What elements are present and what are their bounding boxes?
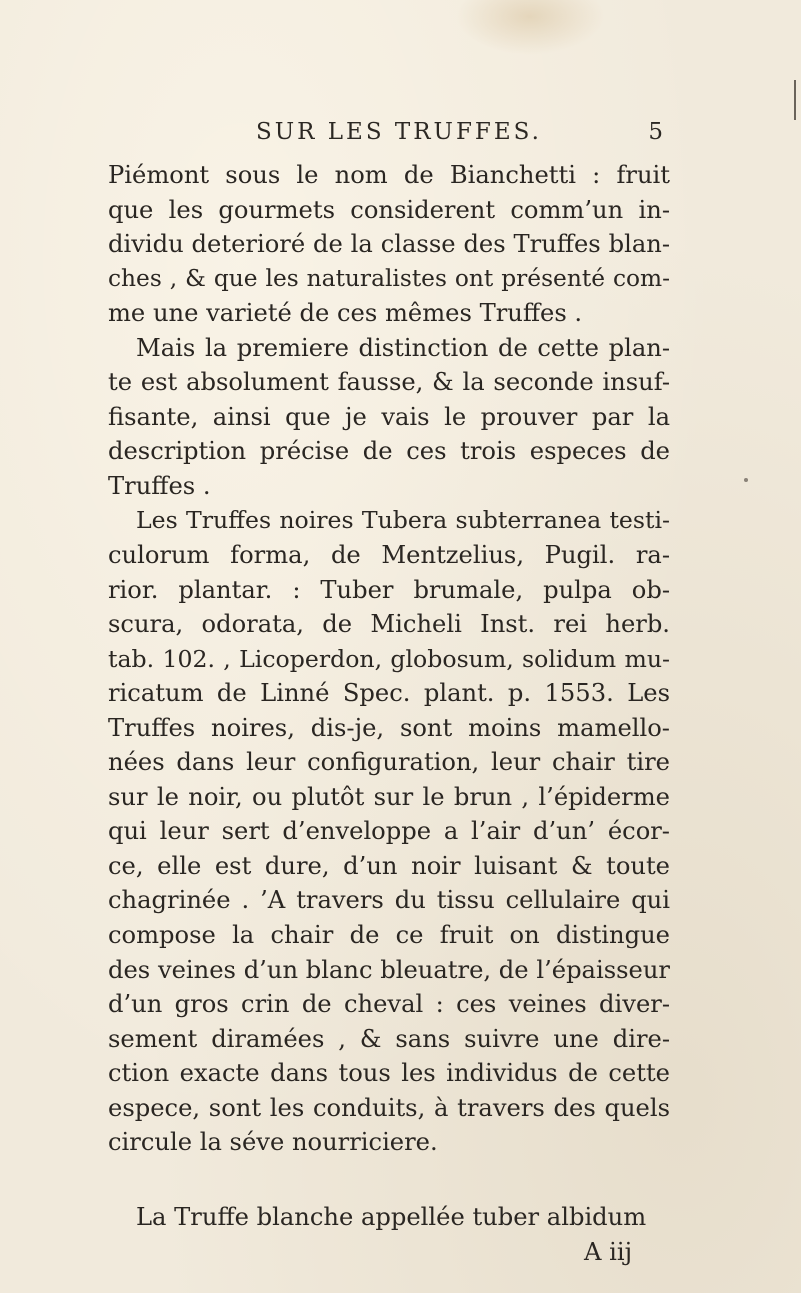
catch-line: La Truffe blanche appellée tuber albidum [136, 1203, 647, 1231]
text-line: tab. 102. , Licoperdon, globosum, solidum mu- [108, 644, 670, 673]
body-text [108, 158, 670, 1160]
text-line: sement diramées , & sans suivre une dire- [108, 1024, 670, 1053]
text-line: description précise de ces trois especes de [108, 437, 670, 466]
text-line: des veines d’un blanc bleuatre, de l’épaisseur [108, 955, 670, 984]
running-title: SUR LES TRUFFES. [256, 119, 542, 145]
page-footer [108, 1203, 670, 1273]
text-line: fisante, ainsi que je vais le prouver par la [108, 402, 670, 431]
text-line: rior. plantar. : Tuber brumale, pulpa ob- [108, 575, 670, 604]
text-line: circule la séve nourriciere. [108, 1128, 438, 1157]
text-line: ce, elle est dure, d’un noir luisant & toute [108, 851, 670, 880]
text-line: Truffes . [108, 471, 211, 500]
text-line: Les Truffes noires Tubera subterranea testi- [136, 506, 670, 535]
page-number: 5 [648, 119, 666, 145]
running-head [256, 117, 666, 153]
text-line: Mais la premiere distinction de cette plan- [136, 333, 670, 362]
ink-spot [744, 478, 748, 482]
page-edge-mark [794, 80, 796, 120]
text-line: Truffes noires, dis-je, sont moins mamello- [108, 713, 670, 742]
text-line: ricatum de Linné Spec. plant. p. 1553. Les [108, 679, 670, 708]
text-line: Piémont sous le nom de Bianchetti : fruit [108, 161, 670, 189]
text-line: nées dans leur configuration, leur chair tire [108, 748, 670, 777]
text-line: scura, odorata, de Micheli Inst. rei herb. [108, 610, 670, 639]
text-line: ction exacte dans tous les individus de cette [108, 1059, 670, 1088]
text-line: dividu deterioré de la classe des Truffes blan- [108, 230, 670, 259]
text-line: que les gourmets considerent comm’un in- [108, 195, 670, 224]
text-line: chagrinée . ’A travers du tissu cellulaire qui [108, 886, 670, 915]
text-line: d’un gros crin de cheval : ces veines diver- [108, 990, 670, 1019]
text-line: sur le noir, ou plutôt sur le brun , l’épiderme [108, 782, 670, 811]
text-line: me une varieté de ces mêmes Truffes . [108, 299, 583, 328]
text-line: compose la chair de ce fruit on distingue [108, 921, 670, 950]
text-line: ches , & que les naturalistes ont présenté com- [108, 264, 670, 292]
text-line: culorum forma, de Mentzelius, Pugil. ra- [108, 541, 670, 570]
text-line: qui leur sert d’enveloppe a l’air d’un’ écor- [108, 817, 670, 846]
signature-mark: A iij [584, 1238, 633, 1266]
paper-stain [455, 0, 605, 55]
text-line: espece, sont les conduits, à travers des quels [108, 1093, 670, 1122]
text-line: te est absolument fausse, & la seconde insuf- [108, 368, 670, 397]
